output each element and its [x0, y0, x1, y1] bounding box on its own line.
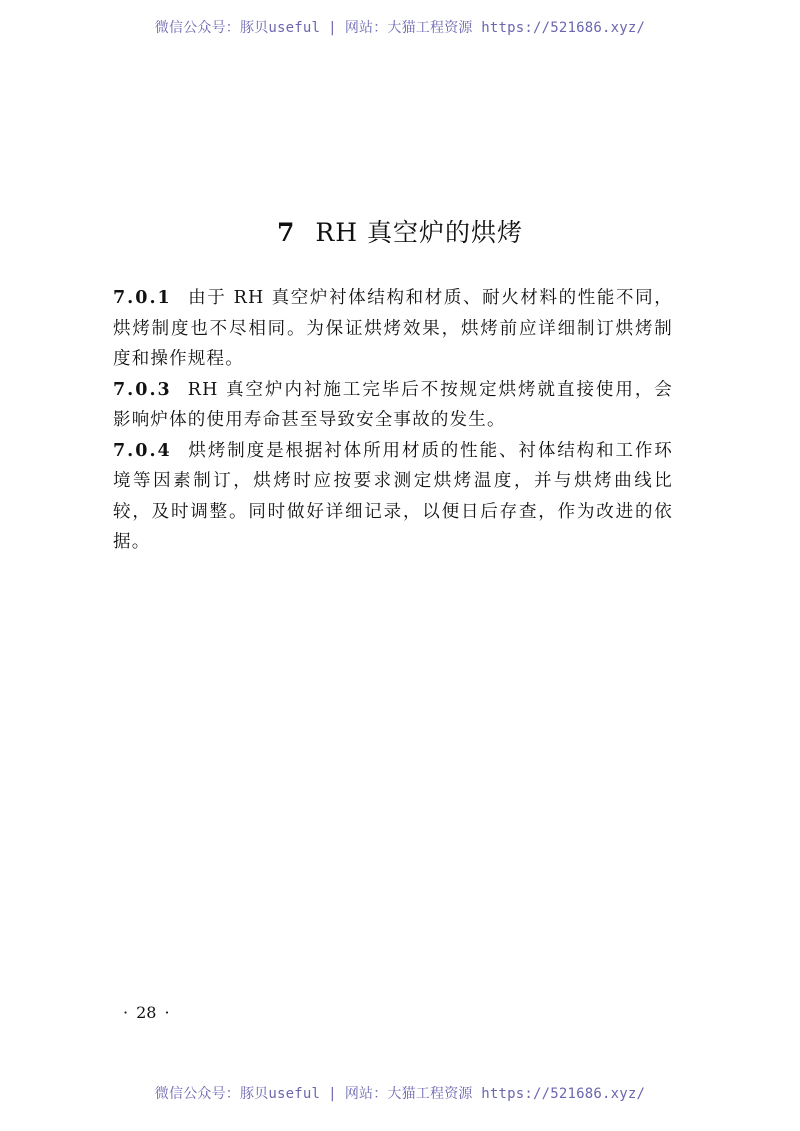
- clause-7-0-3: [113, 375, 673, 436]
- clause-text: 由于 RH 真空炉衬体结构和材质、耐火材料的性能不同，烘烤制度也不尽相同。为保证烘烤效果，烘烤前应详细制订烘烤制度和操作规程。: [113, 288, 673, 369]
- watermark-website: 网站：大猫工程资源 https://521686.xyz/: [344, 20, 646, 36]
- chapter-number: 7: [277, 217, 296, 247]
- clause-number: 7.0.1: [113, 288, 172, 308]
- watermark-wechat: 微信公众号：豚贝useful: [154, 1086, 321, 1102]
- clause-7-0-1: [113, 283, 673, 375]
- page-number-value: 28: [136, 1003, 157, 1022]
- page-number: [115, 1003, 178, 1022]
- clause-text: RH 真空炉内衬施工完毕后不按规定烘烤就直接使用，会影响炉体的使用寿命甚至导致安全事故的发生。: [113, 379, 673, 430]
- watermark-website: 网站：大猫工程资源 https://521686.xyz/: [344, 1086, 646, 1102]
- watermark-separator: |: [328, 1086, 337, 1102]
- clause-text: 烘烤制度是根据衬体所用材质的性能、衬体结构和工作环境等因素制订，烘烤时应按要求测定烘烤温度，并与烘烤曲线比较，及时调整。同时做好详细记录，以便日后存查，作为改进的依据。: [113, 440, 673, 552]
- watermark-wechat: 微信公众号：豚贝useful: [154, 20, 321, 36]
- page-bullet-left: ·: [123, 1003, 129, 1022]
- watermark-separator: |: [328, 20, 337, 36]
- chapter-title-text: RH 真空炉的烘烤: [315, 217, 523, 247]
- clause-7-0-4: [113, 436, 673, 558]
- page-bullet-right: ·: [164, 1003, 170, 1022]
- clause-number: 7.0.3: [113, 379, 172, 400]
- chapter-title: [0, 213, 800, 249]
- watermark-bottom: [0, 1083, 800, 1103]
- watermark-top: [0, 17, 800, 37]
- clause-list: [113, 283, 673, 558]
- clause-number: 7.0.4: [113, 440, 172, 461]
